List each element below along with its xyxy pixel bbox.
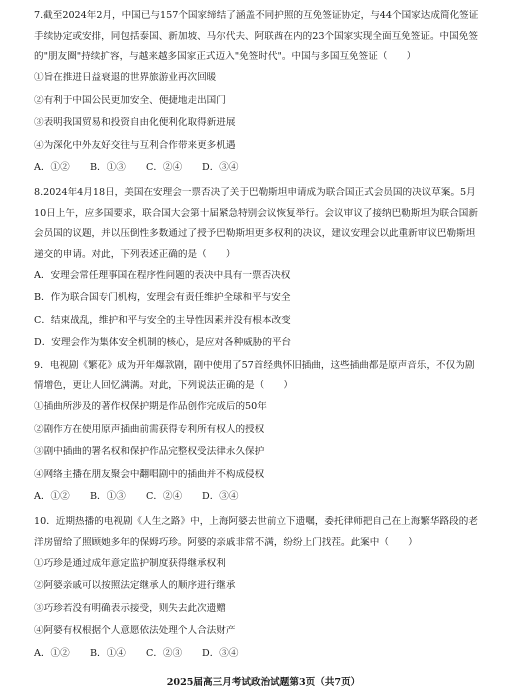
answer-choice: B．①③ bbox=[90, 491, 126, 502]
question-9 bbox=[34, 360, 505, 504]
question-stem-line: 的"朋友圈"持续扩容，与越来越多国家正式迈入"免签时代"。中国与多国互免签证（ ） bbox=[34, 51, 417, 62]
question-10 bbox=[34, 516, 505, 660]
option-item: ②剧作方在使用原声插曲前需获得专利所有权人的授权 bbox=[34, 423, 265, 435]
question-stem-line: 7.截至2024年2月，中国已与157个国家缔结了涵盖不同护照的互免签证协定，与44个国家达成简化签证 bbox=[34, 10, 479, 21]
option-item: ①旨在推进日益衰退的世界旅游业再次回暖 bbox=[34, 72, 217, 83]
option-item: C．结束战乱，维护和平与安全的主导性因素并没有根本改变 bbox=[34, 314, 291, 326]
option-item: ③巧珍若没有明确表示接受，则失去此次遗赠 bbox=[34, 602, 226, 614]
question-stem-line: 8.2024年4月18日，美国在安理会一票否决了关于巴勒斯坦申请成为联合国正式会员国的决议草案。5月 bbox=[34, 187, 476, 198]
answer-choice: B．①③ bbox=[90, 162, 126, 173]
answer-choice: D．③④ bbox=[202, 647, 239, 659]
answer-choice: A．①② bbox=[34, 162, 70, 173]
answer-choice: D．③④ bbox=[202, 162, 239, 173]
question-stem-line: 会员国的议题，并以压倒性多数通过了授予巴勒斯坦更多权利的决议，建议安理会以此重新审议巴勒斯坦 bbox=[34, 228, 476, 239]
question-8 bbox=[34, 187, 505, 349]
option-item: D．安理会作为集体安全机制的核心，是应对各种威胁的平台 bbox=[34, 337, 292, 348]
question-stem-line: 情增色，更让人回忆满满。对此，下列说法正确的是（ ） bbox=[34, 380, 294, 391]
option-item: ③表明我国贸易和投资自由化便利化取得新进展 bbox=[34, 117, 236, 128]
question-stem-line: 手续协定或安排，同包括泰国、新加坡、马尔代夫、阿联酋在内的23个国家实现全面互免签证。中国免签 bbox=[34, 30, 478, 42]
question-stem-line: 洋房留给了照顾她多年的保姆巧珍。阿婆的亲戚非常不满，纷纷上门找茬。此案中（ ） bbox=[34, 536, 418, 548]
page-footer: 2025届高三月考试政治试题第3页（共7页） bbox=[166, 677, 361, 688]
option-item: ③剧中插曲的署名权和保护作品完整权受法律永久保护 bbox=[34, 446, 265, 457]
option-item: ②有利于中国公民更加安全、便捷地走出国门 bbox=[34, 94, 226, 106]
answer-choice: B．①④ bbox=[90, 647, 126, 659]
option-item: ④为深化中外友好交往与互利合作带来更多机遇 bbox=[34, 139, 236, 151]
answer-choices bbox=[34, 162, 505, 174]
option-item: ①插曲所涉及的著作权保护期是作品创作完成后的50年 bbox=[34, 401, 267, 412]
question-stem-line: 递交的申请。对此，下列表述正确的是（ ） bbox=[34, 248, 236, 260]
option-item: ②阿婆亲戚可以按照法定继承人的顺序进行继承 bbox=[34, 580, 236, 591]
option-item: ①巧珍是通过成年意定监护制度获得继承权利 bbox=[34, 557, 226, 569]
answer-choices bbox=[34, 491, 505, 503]
answer-choice: D．③④ bbox=[202, 491, 239, 502]
answer-choice: C．②④ bbox=[146, 162, 183, 173]
option-item: ④阿婆有权根据个人意愿依法处理个人合法财产 bbox=[34, 625, 236, 636]
question-stem-line: 10日上午，应多国要求，联合国大会第十届紧急特别会议恢复举行。会议审议了接纳巴勒斯坦为联合国新 bbox=[34, 207, 478, 219]
question-7 bbox=[34, 10, 505, 174]
option-item: A．安理会常任理事国在程序性问题的表决中具有一票否决权 bbox=[34, 269, 291, 281]
option-item: ④网络主播在朋友聚会中翻唱剧中的插曲并不构成侵权 bbox=[34, 468, 265, 480]
answer-choice: A．①② bbox=[34, 647, 70, 659]
question-stem-line: 9．电视剧《繁花》成为开年爆款剧，剧中使用了57首经典怀旧插曲，这些插曲都是原声音乐，不仅为剧 bbox=[34, 359, 475, 371]
answer-choice: C．②④ bbox=[146, 491, 183, 502]
answer-choice: C．②③ bbox=[146, 647, 183, 659]
answer-choice: A．①② bbox=[34, 491, 70, 502]
option-item: B．作为联合国专门机构，安理会有责任维护全球和平与安全 bbox=[34, 292, 291, 303]
question-stem-line: 10．近期热播的电视剧《人生之路》中，上海阿婆去世前立下遗嘱，委托律师把自己在上海繁华路段的老 bbox=[34, 516, 478, 527]
answer-choices bbox=[34, 648, 505, 660]
